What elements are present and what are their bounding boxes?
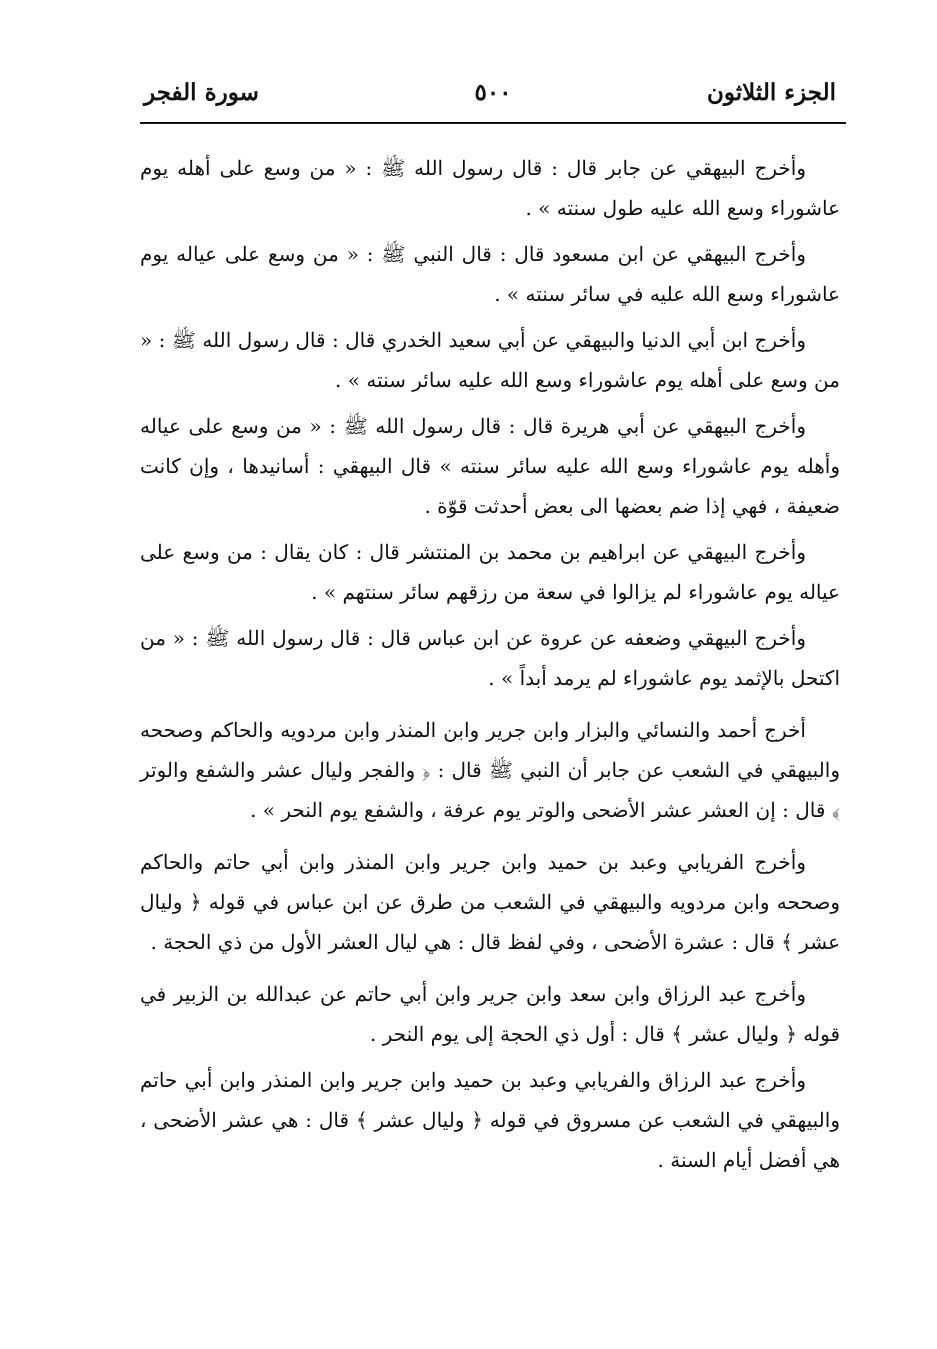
paragraph: وأخرج البيهقي عن ابن مسعود قال : قال النبي ﷺ : « من وسع على عياله يوم عاشوراء وسع الله عليه في سائر سنته » .	[140, 242, 840, 306]
paragraph: وأخرج عبد الرزاق والفريابي وعبد بن حميد وابن جرير وابن المنذر وابن أبي حاتم والبيهقي في الشعب عن مسروق في قوله ﴿ وليال عشر ﴾ قال : هي عشر الأضحى ، هي أفضل أيام السنة .	[140, 1068, 840, 1172]
paragraph: وأخرج البيهقي عن ابراهيم بن محمد بن المنتشر قال : كان يقال : من وسع على عياله يوم عاشوراء لم يزالوا في سعة من رزقهم سائر سنتهم » .	[140, 540, 840, 604]
page-header	[140, 66, 846, 116]
paragraph: وأخرج البيهقي وضعفه عن عروة عن ابن عباس قال : قال رسول الله ﷺ : « من اكتحل بالإثمد يوم عاشوراء لم يرمد أبداً » .	[140, 626, 840, 690]
juz-title: الجزء الثلاثون	[707, 79, 836, 106]
paragraph: وأخرج عبد الرزاق وابن سعد وابن جرير وابن أبي حاتم عن عبدالله بن الزبير في قوله ﴿ وليال عشر ﴾ قال : أول ذي الحجة إلى يوم النحر .	[140, 982, 840, 1046]
header-rule	[140, 122, 846, 124]
page-body	[140, 148, 840, 1186]
paragraph: وأخرج البيهقي عن جابر قال : قال رسول الله ﷺ : « من وسع على أهله يوم عاشوراء وسع الله عليه طول سنته » .	[140, 156, 840, 220]
surah-title: سورة الفجر	[144, 79, 259, 106]
paragraph: وأخرج ابن أبي الدنيا والبيهقي عن أبي سعيد الخدري قال : قال رسول الله ﷺ : « من وسع على أهله يوم عاشوراء وسع الله عليه سائر سنته » .	[140, 328, 840, 392]
paragraph: أخرج أحمد والنسائي والبزار وابن جرير وابن المنذر وابن مردويه والحاكم وصححه والبيهقي في الشعب عن جابر أن النبي ﷺ قال : ﴿ والفجر وليال عشر والشفع والوتر ﴾ قال : إن العشر عشر الأضحى والوتر يوم عرفة ، والشفع يوم النحر » .	[140, 718, 840, 822]
page-number: ٥٠٠	[474, 79, 512, 106]
paragraph: وأخرج البيهقي عن أبي هريرة قال : قال رسول الله ﷺ : « من وسع على عياله وأهله يوم عاشوراء وسع الله عليه سائر سنته » قال البيهقي : أسانيدها ، وإن كانت ضعيفة ، فهي إذا ضم بعضها الى بعض أحدثت قوّة .	[140, 414, 840, 518]
paragraph: وأخرج الفريابي وعبد بن حميد وابن جرير وابن المنذر وابن أبي حاتم والحاكم وصححه وابن مردويه والبيهقي في الشعب من طرق عن ابن عباس في قوله ﴿ وليال عشر ﴾ قال : عشرة الأضحى ، وفي لفظ قال : هي ليال العشر الأول من ذي الحجة .	[140, 850, 840, 954]
